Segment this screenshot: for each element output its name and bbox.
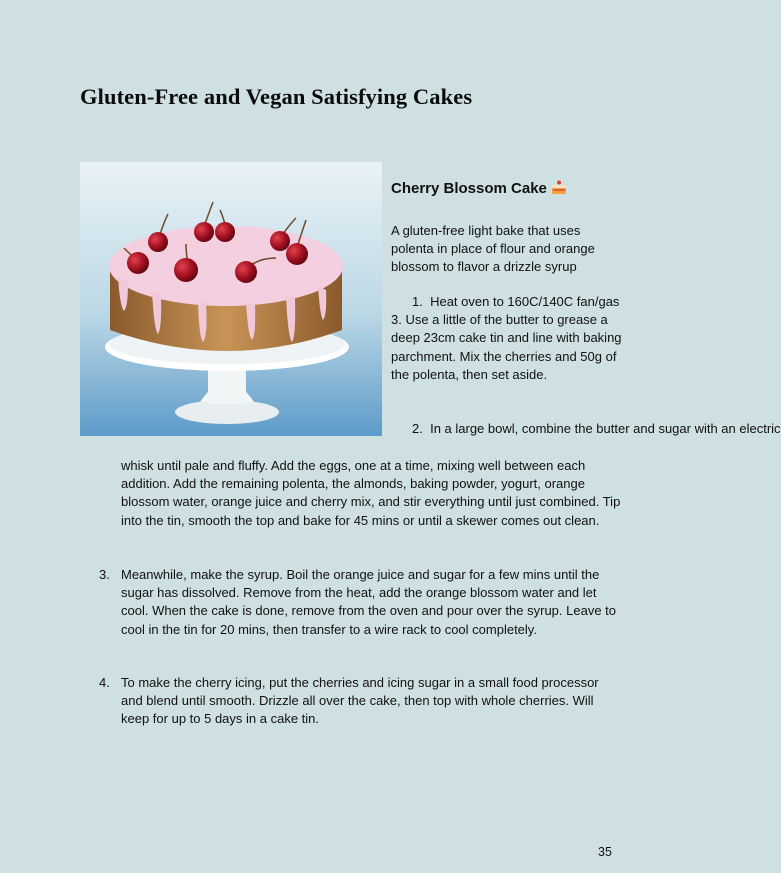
cherry-blossom-cake-photo xyxy=(80,162,382,436)
recipe-title-text: Cherry Blossom Cake xyxy=(391,180,547,197)
step-4-text: To make the cherry icing, put the cherries and icing sugar in a small food processor and blend until smooth. Drizzle all over the cake, then top with whole cherries. Will keep for up to 5 days in a cake tin. xyxy=(121,675,599,727)
step-2-text: whisk until pale and fluffy. Add the eggs, one at a time, mixing well between each addition. Add the remaining polenta, the almonds, baking powder, yogurt, orange blossom water, orange juice and cherry mix, and stir everything until just combined. Tip into the tin, smooth the top and bake for 45 mins or until a skewer comes out clean. xyxy=(121,458,621,528)
step-2-lead xyxy=(391,420,781,438)
step-1-text: Heat oven to 160C/140C fan/gas 3. Use a little of the butter to grease a deep 23cm cake tin and line with baking parchment. Mix the cherries and 50g of the polenta, then set aside. xyxy=(391,294,622,382)
step-3 xyxy=(99,566,623,639)
step-4-number: 4. xyxy=(99,675,110,690)
page-number: 35 xyxy=(598,845,612,859)
recipe-intro: A gluten-free light bake that uses polenta in place of flour and orange blossom to flavor a drizzle syrup xyxy=(391,223,595,275)
page-title: Gluten-Free and Vegan Satisfying Cakes xyxy=(80,84,473,109)
step-4 xyxy=(99,674,623,729)
step-3-number: 3. xyxy=(99,567,110,582)
step-2-lead-text: In a large bowl, combine the butter and sugar with an electric xyxy=(430,421,781,436)
recipe-title xyxy=(391,178,568,197)
step-2-number: 2. xyxy=(412,421,423,436)
step-1 xyxy=(391,293,623,384)
step-3-text: Meanwhile, make the syrup. Boil the orange juice and sugar for a few mins until the sugar has dissolved. Remove from the heat, add the orange blossom water and let cool. When the cake is done, remove from the oven and pour over the syrup. Leave to cool in the tin for 20 mins, then transfer to a wire rack to cool completely. xyxy=(121,567,617,637)
cake-icon xyxy=(550,178,568,196)
step-1-number: 1. xyxy=(412,294,423,309)
